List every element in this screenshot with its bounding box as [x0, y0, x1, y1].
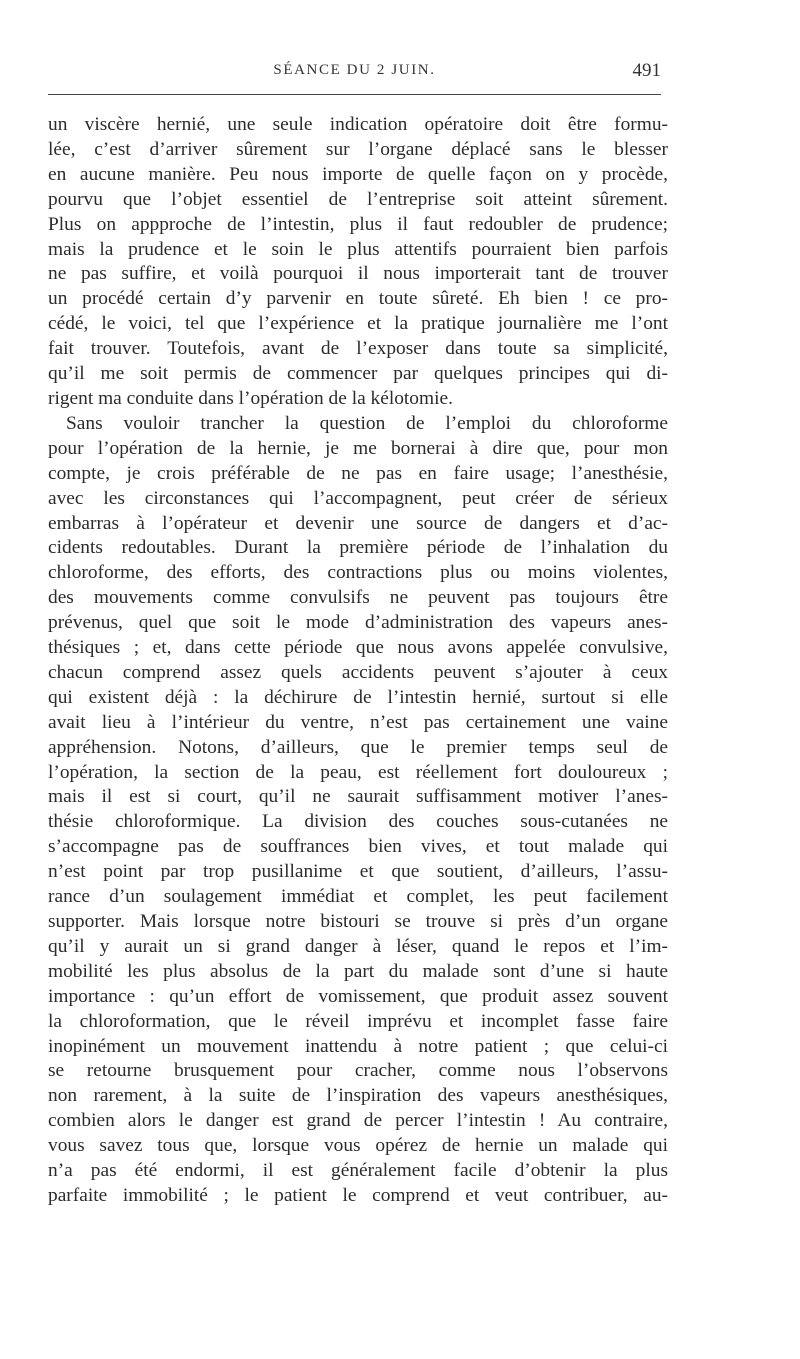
- text-line: supporter. Mais lorsque notre bistouri se trouve si près d’un organe: [48, 911, 668, 932]
- text-line: se retourne brusquement pour cracher, comme nous l’observons: [48, 1060, 668, 1082]
- text-line: parfaite immobilité ; le patient le comprend et veut contribuer, au-: [48, 1184, 668, 1206]
- text-line: cidents redoutables. Durant la première période de l’inhalation du: [48, 537, 668, 559]
- text-line: inopinément un mouvement inattendu à notre patient ; que celui-ci: [48, 1035, 668, 1057]
- header-rule: [48, 94, 661, 95]
- text-line: un viscère hernié, une seule indication opératoire doit être formu-: [48, 114, 668, 135]
- text-line: thésiques ; et, dans cette période que nous avons appelée convulsive,: [48, 637, 668, 659]
- text-line: des mouvements comme convulsifs ne peuvent pas toujours être: [48, 587, 668, 609]
- text-line: mais il est si court, qu’il ne saurait suffisamment motiver l’anes-: [48, 786, 668, 808]
- text-line: fait trouver. Toutefois, avant de l’exposer dans toute sa simplicité,: [48, 338, 668, 360]
- text-line: prévenus, quel que soit le mode d’administration des vapeurs anes-: [48, 612, 668, 634]
- text-line: thésie chloroformique. La division des couches sous-cutanées ne: [48, 811, 668, 833]
- text-line: qu’il y aurait un si grand danger à léser, quand le repos et l’im-: [48, 935, 668, 957]
- text-line: n’est point par trop pusillanime et que soutient, d’ailleurs, l’assu-: [48, 861, 668, 883]
- text-line: pour l’opération de la hernie, je me bornerai à dire que, pour mon: [48, 437, 668, 459]
- running-header: [48, 60, 661, 86]
- text-line: mais la prudence et le soin le plus attentifs pourraient bien parfois: [48, 238, 668, 260]
- text-line: rance d’un soulagement immédiat et complet, les peut facilement: [48, 886, 668, 908]
- text-line: compte, je crois préférable de ne pas en faire usage; l’anesthésie,: [48, 462, 668, 484]
- text-line: rigent ma conduite dans l’opération de la kélotomie.: [48, 387, 453, 409]
- text-line: Sans vouloir trancher la question de l’emploi du chloroforme: [66, 412, 668, 434]
- text-line: pourvu que l’objet essentiel de l’entreprise soit atteint sûrement.: [48, 188, 668, 210]
- text-line: mobilité les plus absolus de la part du malade sont d’une si haute: [48, 960, 668, 982]
- text-line: lée, c’est d’arriver sûrement sur l’organe déplacé sans le blesser: [48, 138, 668, 160]
- text-line: en aucune manière. Peu nous importe de quelle façon on y procède,: [48, 163, 668, 185]
- text-line: qu’il me soit permis de commencer par quelques principes qui di-: [48, 363, 668, 385]
- page-number: 491: [632, 60, 661, 81]
- text-line: non rarement, à la suite de l’inspiration des vapeurs anesthésiques,: [48, 1085, 668, 1107]
- text-line: vous savez tous que, lorsque vous opérez de hernie un malade qui: [48, 1135, 668, 1157]
- text-line: qui existent déjà : la déchirure de l’intestin hernié, surtout si elle: [48, 686, 668, 708]
- text-line: s’accompagne pas de souffrances bien vives, et tout malade qui: [48, 836, 668, 858]
- text-line: avait lieu à l’intérieur du ventre, n’est pas certainement une vaine: [48, 711, 668, 733]
- text-line: n’a pas été endormi, il est généralement facile d’obtenir la plus: [48, 1160, 668, 1182]
- text-line: appréhension. Notons, d’ailleurs, que le premier temps seul de: [48, 736, 668, 758]
- text-line: cédé, le voici, tel que l’expérience et la pratique journalière me l’ont: [48, 313, 668, 335]
- text-line: chacun comprend assez quels accidents peuvent s’ajouter à ceux: [48, 661, 668, 683]
- text-line: la chloroformation, que le réveil imprévu et incomplet fasse faire: [48, 1010, 668, 1032]
- text-line: avec les circonstances qui l’accompagnent, peut créer de sérieux: [48, 487, 668, 509]
- running-title: SÉANCE DU 2 JUIN.: [273, 62, 436, 78]
- body-text: [48, 113, 668, 1209]
- text-line: chloroforme, des efforts, des contractions plus ou moins violentes,: [48, 562, 668, 584]
- text-line: importance : qu’un effort de vomissement, que produit assez souvent: [48, 985, 668, 1007]
- text-line: embarras à l’opérateur et devenir une source de dangers et d’ac-: [48, 512, 668, 534]
- text-line: combien alors le danger est grand de percer l’intestin ! Au contraire,: [48, 1110, 668, 1132]
- text-line: un procédé certain d’y parvenir en toute sûreté. Eh bien ! ce pro-: [48, 288, 668, 310]
- text-line: l’opération, la section de la peau, est réellement fort douloureux ;: [48, 761, 668, 783]
- text-line: Plus on appproche de l’intestin, plus il faut redoubler de prudence;: [48, 213, 668, 235]
- text-line: ne pas suffire, et voilà pourquoi il nous importerait tant de trouver: [48, 263, 668, 285]
